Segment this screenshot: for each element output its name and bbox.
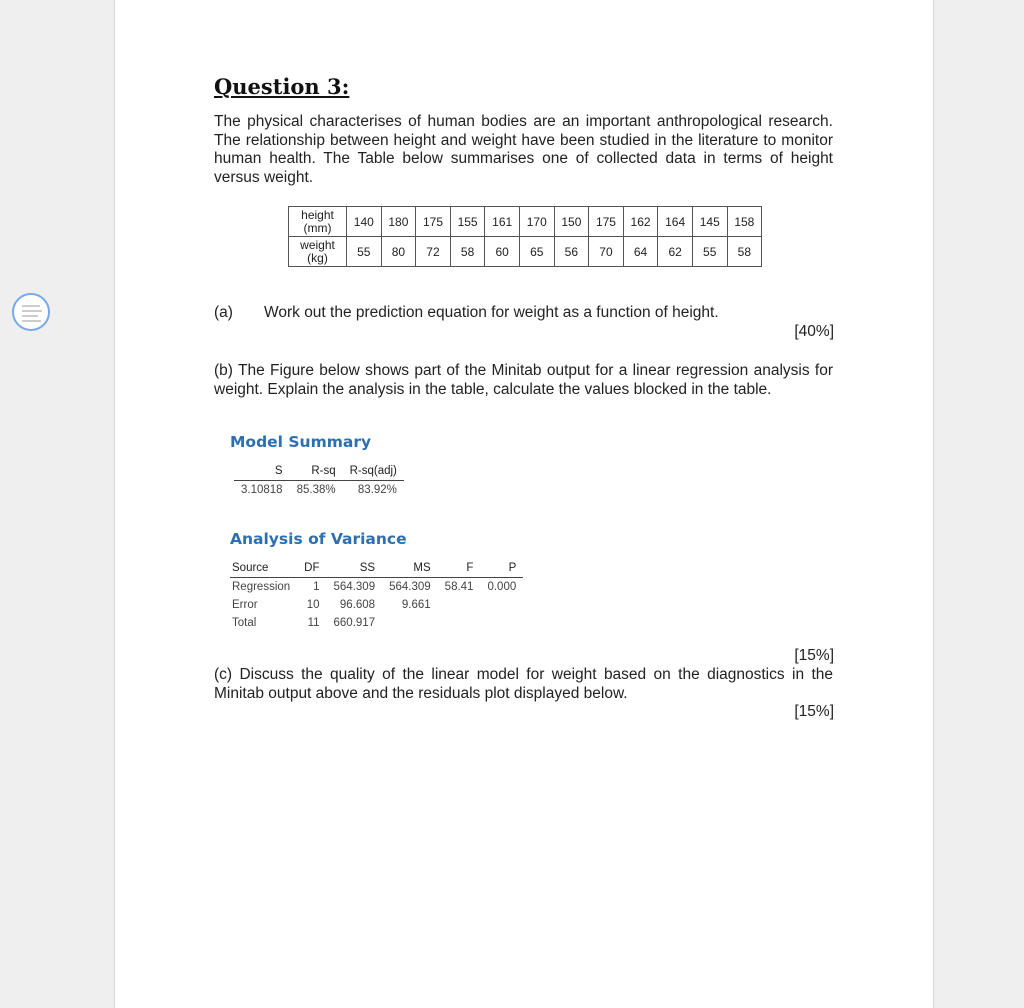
anova-cell: Total [232, 617, 257, 629]
height-cell: 164 [658, 207, 693, 237]
weight-cell: 60 [485, 237, 520, 267]
height-cell: 170 [519, 207, 554, 237]
weight-cell: 58 [450, 237, 485, 267]
ms-value-rsq: 85.38% [296, 484, 336, 496]
anova-cell: 11 [307, 617, 320, 629]
weight-cell: 72 [416, 237, 451, 267]
weight-cell: 80 [381, 237, 416, 267]
anova-cell: Error [232, 599, 258, 611]
height-cell: 175 [416, 207, 451, 237]
part-a-label: (a) [214, 304, 233, 321]
anova-cell [480, 596, 523, 614]
ms-value-rsq-adj: 83.92% [357, 484, 397, 496]
part-b-mark: [15%] [794, 647, 834, 664]
height-cell: 162 [623, 207, 658, 237]
anova-cell: 10 [306, 599, 320, 611]
anova-header-ss: SS [327, 559, 383, 578]
ms-header-rsq: R-sq [290, 462, 343, 481]
anova-header-df: DF [297, 559, 326, 578]
height-cell: 150 [554, 207, 589, 237]
part-c-mark: [15%] [794, 703, 834, 720]
weight-cell: 65 [519, 237, 554, 267]
anova-cell [438, 614, 481, 632]
height-weight-table [288, 206, 762, 267]
part-a-text: Work out the prediction equation for weight as a function of height. [264, 304, 719, 321]
anova-cell: 58.41 [444, 581, 474, 593]
document-thumbnail-icon[interactable] [12, 293, 50, 331]
anova-header-p: P [480, 559, 523, 578]
anova-row-regression [230, 578, 523, 597]
anova-cell: 660.917 [333, 617, 376, 629]
height-cell: 180 [381, 207, 416, 237]
anova-cell: 96.608 [339, 599, 376, 611]
anova-cell: 0.000 [487, 581, 517, 593]
height-cell: 158 [727, 207, 762, 237]
anova-cell: 564.309 [389, 581, 431, 593]
height-cell: 161 [485, 207, 520, 237]
part-b-text: (b) The Figure below shows part of the Minitab output for a linear regression analysis for weight. Explain the analysis in the table, calculate the values blocked in the table. [214, 362, 833, 398]
anova-cell: 9.661 [401, 599, 431, 611]
anova-cell [382, 614, 438, 632]
anova-cell: 564.309 [333, 581, 376, 593]
weight-cell: 58 [727, 237, 762, 267]
weight-cell: 70 [589, 237, 624, 267]
ms-value-s: 3.10818 [241, 484, 283, 496]
height-row [289, 207, 762, 237]
part-a-mark: [40%] [794, 323, 834, 340]
height-cell: 140 [347, 207, 382, 237]
anova-row-total [230, 614, 523, 632]
model-summary-table [234, 462, 404, 499]
part-a [214, 304, 719, 322]
intro-paragraph: The physical characterises of human bodies are an important anthropological research. The relationship between height and weight have been studied in the literature to monitor human health. The Table below summarises one of collected data in terms of height versus weight. [214, 113, 833, 186]
anova-cell [480, 614, 523, 632]
anova-table [230, 559, 523, 632]
question-title: Question 3: [214, 74, 350, 99]
weight-cell: 64 [623, 237, 658, 267]
document-page [114, 0, 934, 1008]
anova-header-f: F [438, 559, 481, 578]
height-cell: 175 [589, 207, 624, 237]
height-cell: 155 [450, 207, 485, 237]
weight-cell: 55 [347, 237, 382, 267]
weight-row-label: weight (kg) [289, 237, 347, 267]
model-summary-title: Model Summary [230, 433, 372, 451]
weight-cell: 56 [554, 237, 589, 267]
weight-cell: 55 [692, 237, 727, 267]
anova-row-error [230, 596, 523, 614]
height-row-label: height (mm) [289, 207, 347, 237]
ms-header-rsq-adj: R-sq(adj) [343, 462, 404, 481]
anova-cell: Regression [232, 581, 291, 593]
anova-header-ms: MS [382, 559, 438, 578]
weight-row [289, 237, 762, 267]
anova-header-source: Source [230, 559, 297, 578]
weight-cell: 62 [658, 237, 693, 267]
height-cell: 145 [692, 207, 727, 237]
anova-cell: 1 [313, 581, 320, 593]
ms-header-s: S [234, 462, 290, 481]
anova-cell [438, 596, 481, 614]
anova-title: Analysis of Variance [230, 530, 407, 548]
part-c-text: (c) Discuss the quality of the linear model for weight based on the diagnostics in the Minitab output above and the residuals plot displayed below. [214, 666, 833, 702]
